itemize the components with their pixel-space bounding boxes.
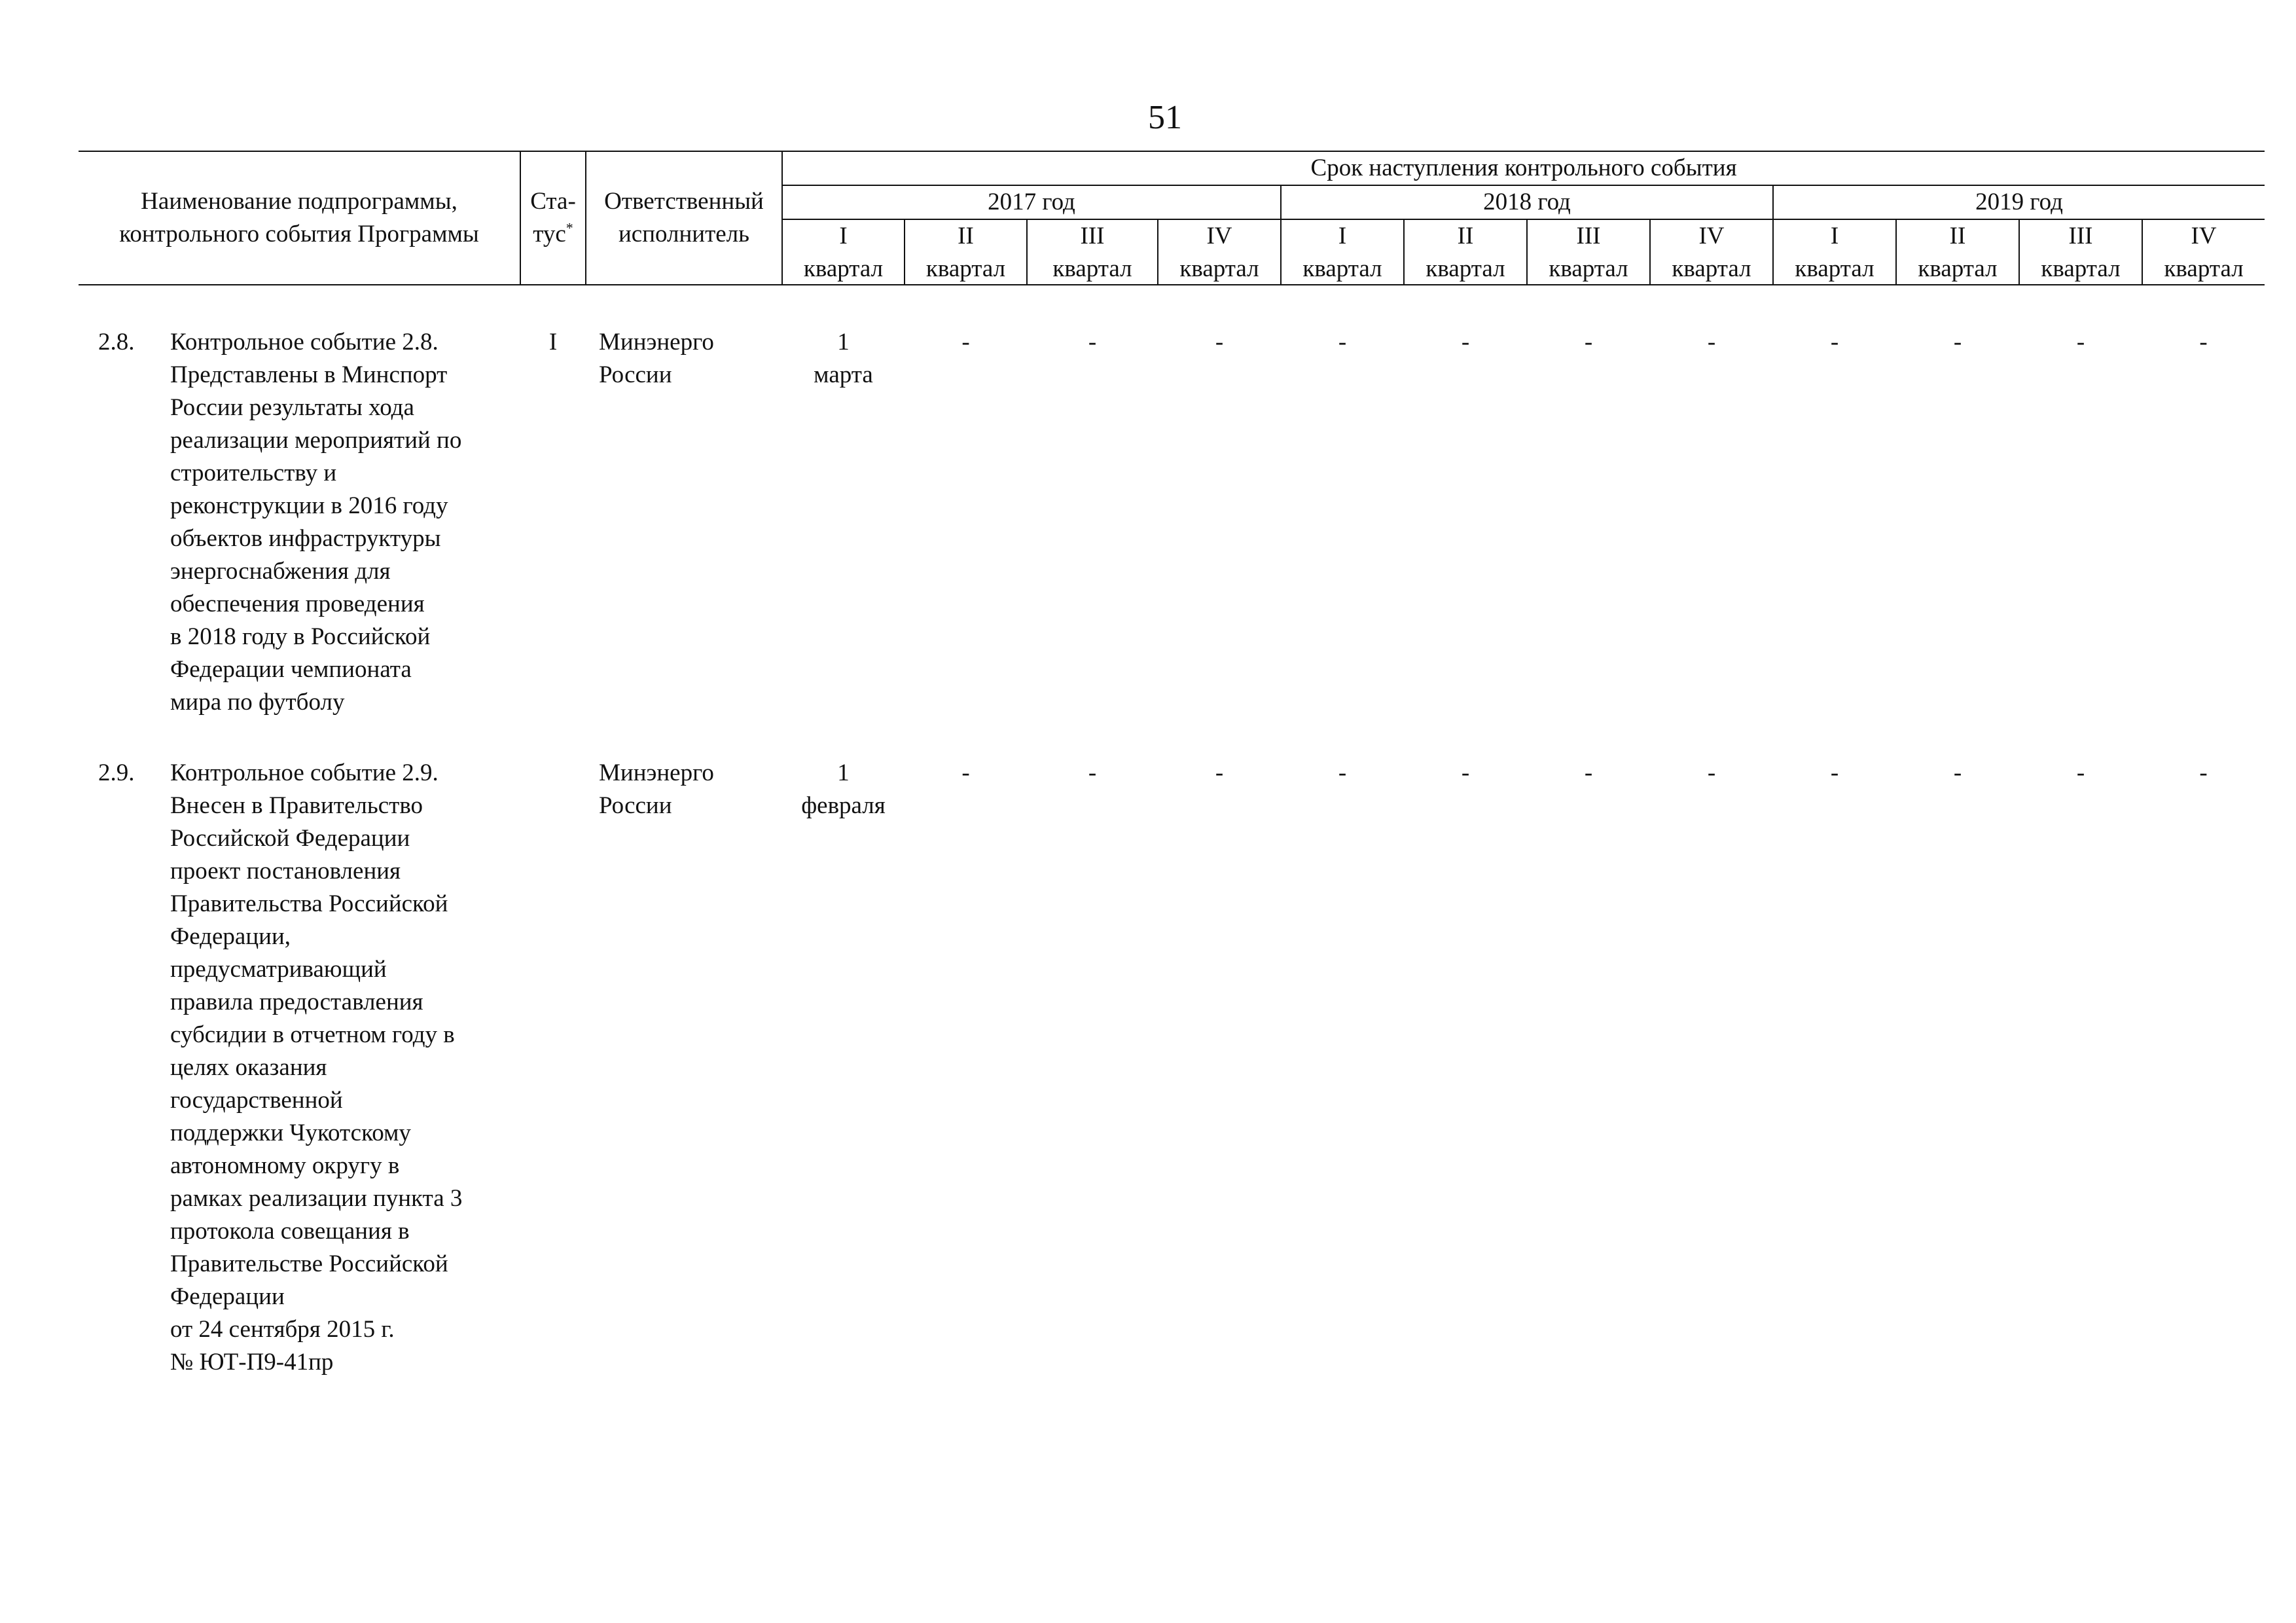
row-name-line: Правительстве Российской xyxy=(170,1250,448,1277)
row-responsible-line: России xyxy=(599,792,672,819)
table-row xyxy=(79,757,2265,1379)
header-quarter-2-4 xyxy=(1650,219,1773,285)
header-quarter-1-2 xyxy=(905,219,1027,285)
row-deadline-dash: - xyxy=(1215,329,1224,356)
table-header xyxy=(79,151,2265,285)
quarter-word: квартал xyxy=(2041,255,2121,282)
quarter-word: квартал xyxy=(1549,255,1628,282)
quarter-roman: III xyxy=(2068,223,2093,249)
row-deadline-dash: - xyxy=(2199,329,2208,356)
row-name-line: проект постановления xyxy=(170,858,401,884)
row-status: I xyxy=(548,329,558,356)
quarter-word: квартал xyxy=(1052,255,1132,282)
header-status-sup: * xyxy=(565,219,573,236)
row-deadline-dash: - xyxy=(1953,329,1962,356)
row-name-line: автономному округу в xyxy=(170,1152,400,1179)
row-name-line: № ЮТ-П9-41пр xyxy=(170,1349,334,1376)
header-quarter-1-4 xyxy=(1158,219,1281,285)
row-name-line: России результаты хода xyxy=(170,394,414,421)
quarter-roman: II xyxy=(1949,223,1966,249)
header-quarter-2-2 xyxy=(1404,219,1527,285)
row-deadline-dash: - xyxy=(1953,759,1962,786)
header-name-col: Наименование подпрограммы, контрольного события Программы xyxy=(119,188,479,247)
header-quarter-2-3 xyxy=(1527,219,1650,285)
row-name-line: протокола совещания в xyxy=(170,1218,410,1245)
row-name-line: Федерации чемпионата xyxy=(170,656,412,683)
header-year-2: 2018 год xyxy=(1281,185,1773,219)
row-name-line: поддержки Чукотскому xyxy=(170,1120,411,1146)
header-quarter-3-3 xyxy=(2019,219,2142,285)
row-deadline-dash: - xyxy=(1830,329,1839,356)
row-deadline-dash: - xyxy=(1584,759,1593,786)
row-deadline-line: марта xyxy=(814,361,873,388)
row-deadline-line: 1 xyxy=(837,759,850,786)
row-name-line: субсидии в отчетном году в xyxy=(170,1021,455,1048)
row-deadline-dash: - xyxy=(1215,759,1224,786)
row-name-line: Правительства Российской xyxy=(170,890,448,917)
row-name xyxy=(170,757,520,1379)
row-deadline-line: 1 xyxy=(837,329,850,356)
row-name-line: мира по футболу xyxy=(170,689,345,716)
row-deadline-dash: - xyxy=(1338,329,1347,356)
row-deadline-dash: - xyxy=(1088,329,1097,356)
row-deadline-dash: - xyxy=(961,329,970,356)
row-name-line: реализации мероприятий по xyxy=(170,427,462,454)
header-status-col xyxy=(520,151,586,285)
row-deadline-dash: - xyxy=(2076,329,2085,356)
header-quarter-2-1 xyxy=(1281,219,1404,285)
row-name-line: правила предоставления xyxy=(170,989,423,1015)
row-deadline-dash: - xyxy=(2199,759,2208,786)
header-year-1: 2017 год xyxy=(782,185,1281,219)
quarter-word: квартал xyxy=(1426,255,1505,282)
quarter-roman: IV xyxy=(1206,223,1232,249)
quarter-roman: III xyxy=(1576,223,1601,249)
row-name-line: Представлены в Минспорт xyxy=(170,361,448,388)
row-name-line: от 24 сентября 2015 г. xyxy=(170,1316,395,1343)
row-name-line: Внесен в Правительство xyxy=(170,792,423,819)
row-deadline-2017-q1 xyxy=(782,326,905,719)
quarter-word: квартал xyxy=(2164,255,2244,282)
row-deadline-dash: - xyxy=(2076,759,2085,786)
row-name xyxy=(170,326,520,719)
control-events-table xyxy=(79,151,2265,1379)
row-deadline-2017-q1 xyxy=(782,757,905,1379)
row-name-line: Федерации, xyxy=(170,923,291,950)
quarter-roman: I xyxy=(839,223,848,249)
row-responsible-line: Минэнерго xyxy=(599,759,714,786)
row-name-line: предусматривающий xyxy=(170,956,387,983)
row-name-line: Контрольное событие 2.8. xyxy=(170,329,439,356)
row-status xyxy=(520,757,586,1379)
quarter-roman: IV xyxy=(1698,223,1725,249)
quarter-word: квартал xyxy=(925,255,1006,282)
quarter-roman: I xyxy=(1338,223,1347,249)
header-resp-col: Ответственный исполнитель xyxy=(586,151,782,285)
row-name-line: в 2018 году в Российской xyxy=(170,623,431,650)
row-number: 2.8. xyxy=(98,329,135,356)
quarter-word: квартал xyxy=(803,255,884,282)
header-status-line2: тус xyxy=(533,221,566,247)
row-deadline-dash: - xyxy=(1830,759,1839,786)
quarter-word: квартал xyxy=(1302,255,1382,282)
row-name-line: Российской Федерации xyxy=(170,825,410,852)
row-responsible-line: России xyxy=(599,361,672,388)
row-deadline-dash: - xyxy=(1707,759,1716,786)
quarter-roman: III xyxy=(1080,223,1105,249)
quarter-word: квартал xyxy=(1918,255,1998,282)
row-deadline-dash: - xyxy=(1584,329,1593,356)
quarter-word: квартал xyxy=(1179,255,1259,282)
header-year-3: 2019 год xyxy=(1773,185,2265,219)
row-name-line: энергоснабжения для xyxy=(170,558,391,585)
header-quarter-3-2 xyxy=(1896,219,2019,285)
row-name-line: обеспечения проведения xyxy=(170,591,425,617)
table-body xyxy=(79,285,2265,1379)
row-number: 2.9. xyxy=(98,759,135,786)
quarter-roman: IV xyxy=(2191,223,2217,249)
header-quarter-3-4 xyxy=(2142,219,2265,285)
row-name-line: государственной xyxy=(170,1087,343,1114)
row-deadline-dash: - xyxy=(1088,759,1097,786)
header-quarter-1-3 xyxy=(1027,219,1158,285)
row-name-line: объектов инфраструктуры xyxy=(170,525,441,552)
row-deadline-dash: - xyxy=(1338,759,1347,786)
row-deadline-line: февраля xyxy=(801,792,886,819)
quarter-roman: II xyxy=(958,223,974,249)
header-status-line1: Ста- xyxy=(530,188,576,215)
row-name-line: строительству и xyxy=(170,460,337,486)
quarter-word: квартал xyxy=(1795,255,1874,282)
row-deadline-dash: - xyxy=(961,759,970,786)
row-name-line: Контрольное событие 2.9. xyxy=(170,759,439,786)
quarter-roman: II xyxy=(1457,223,1474,249)
row-responsible-line: Минэнерго xyxy=(599,329,714,356)
table-row xyxy=(79,326,2265,719)
row-responsible xyxy=(586,326,782,719)
page-number: 51 xyxy=(1148,99,1182,136)
header-quarter-3-1 xyxy=(1773,219,1896,285)
row-responsible xyxy=(586,757,782,1379)
row-name-line: рамках реализации пункта 3 xyxy=(170,1185,463,1212)
row-name-line: реконструкции в 2016 году xyxy=(170,492,448,519)
row-deadline-dash: - xyxy=(1461,329,1470,356)
row-deadline-dash: - xyxy=(1461,759,1470,786)
row-name-line: целях оказания xyxy=(170,1054,327,1081)
row-name-line: Федерации xyxy=(170,1283,285,1310)
quarter-roman: I xyxy=(1830,223,1839,249)
row-deadline-dash: - xyxy=(1707,329,1716,356)
quarter-word: квартал xyxy=(1672,255,1751,282)
header-quarter-1-1 xyxy=(782,219,905,285)
header-deadline-group: Срок наступления контрольного события xyxy=(782,151,2265,185)
